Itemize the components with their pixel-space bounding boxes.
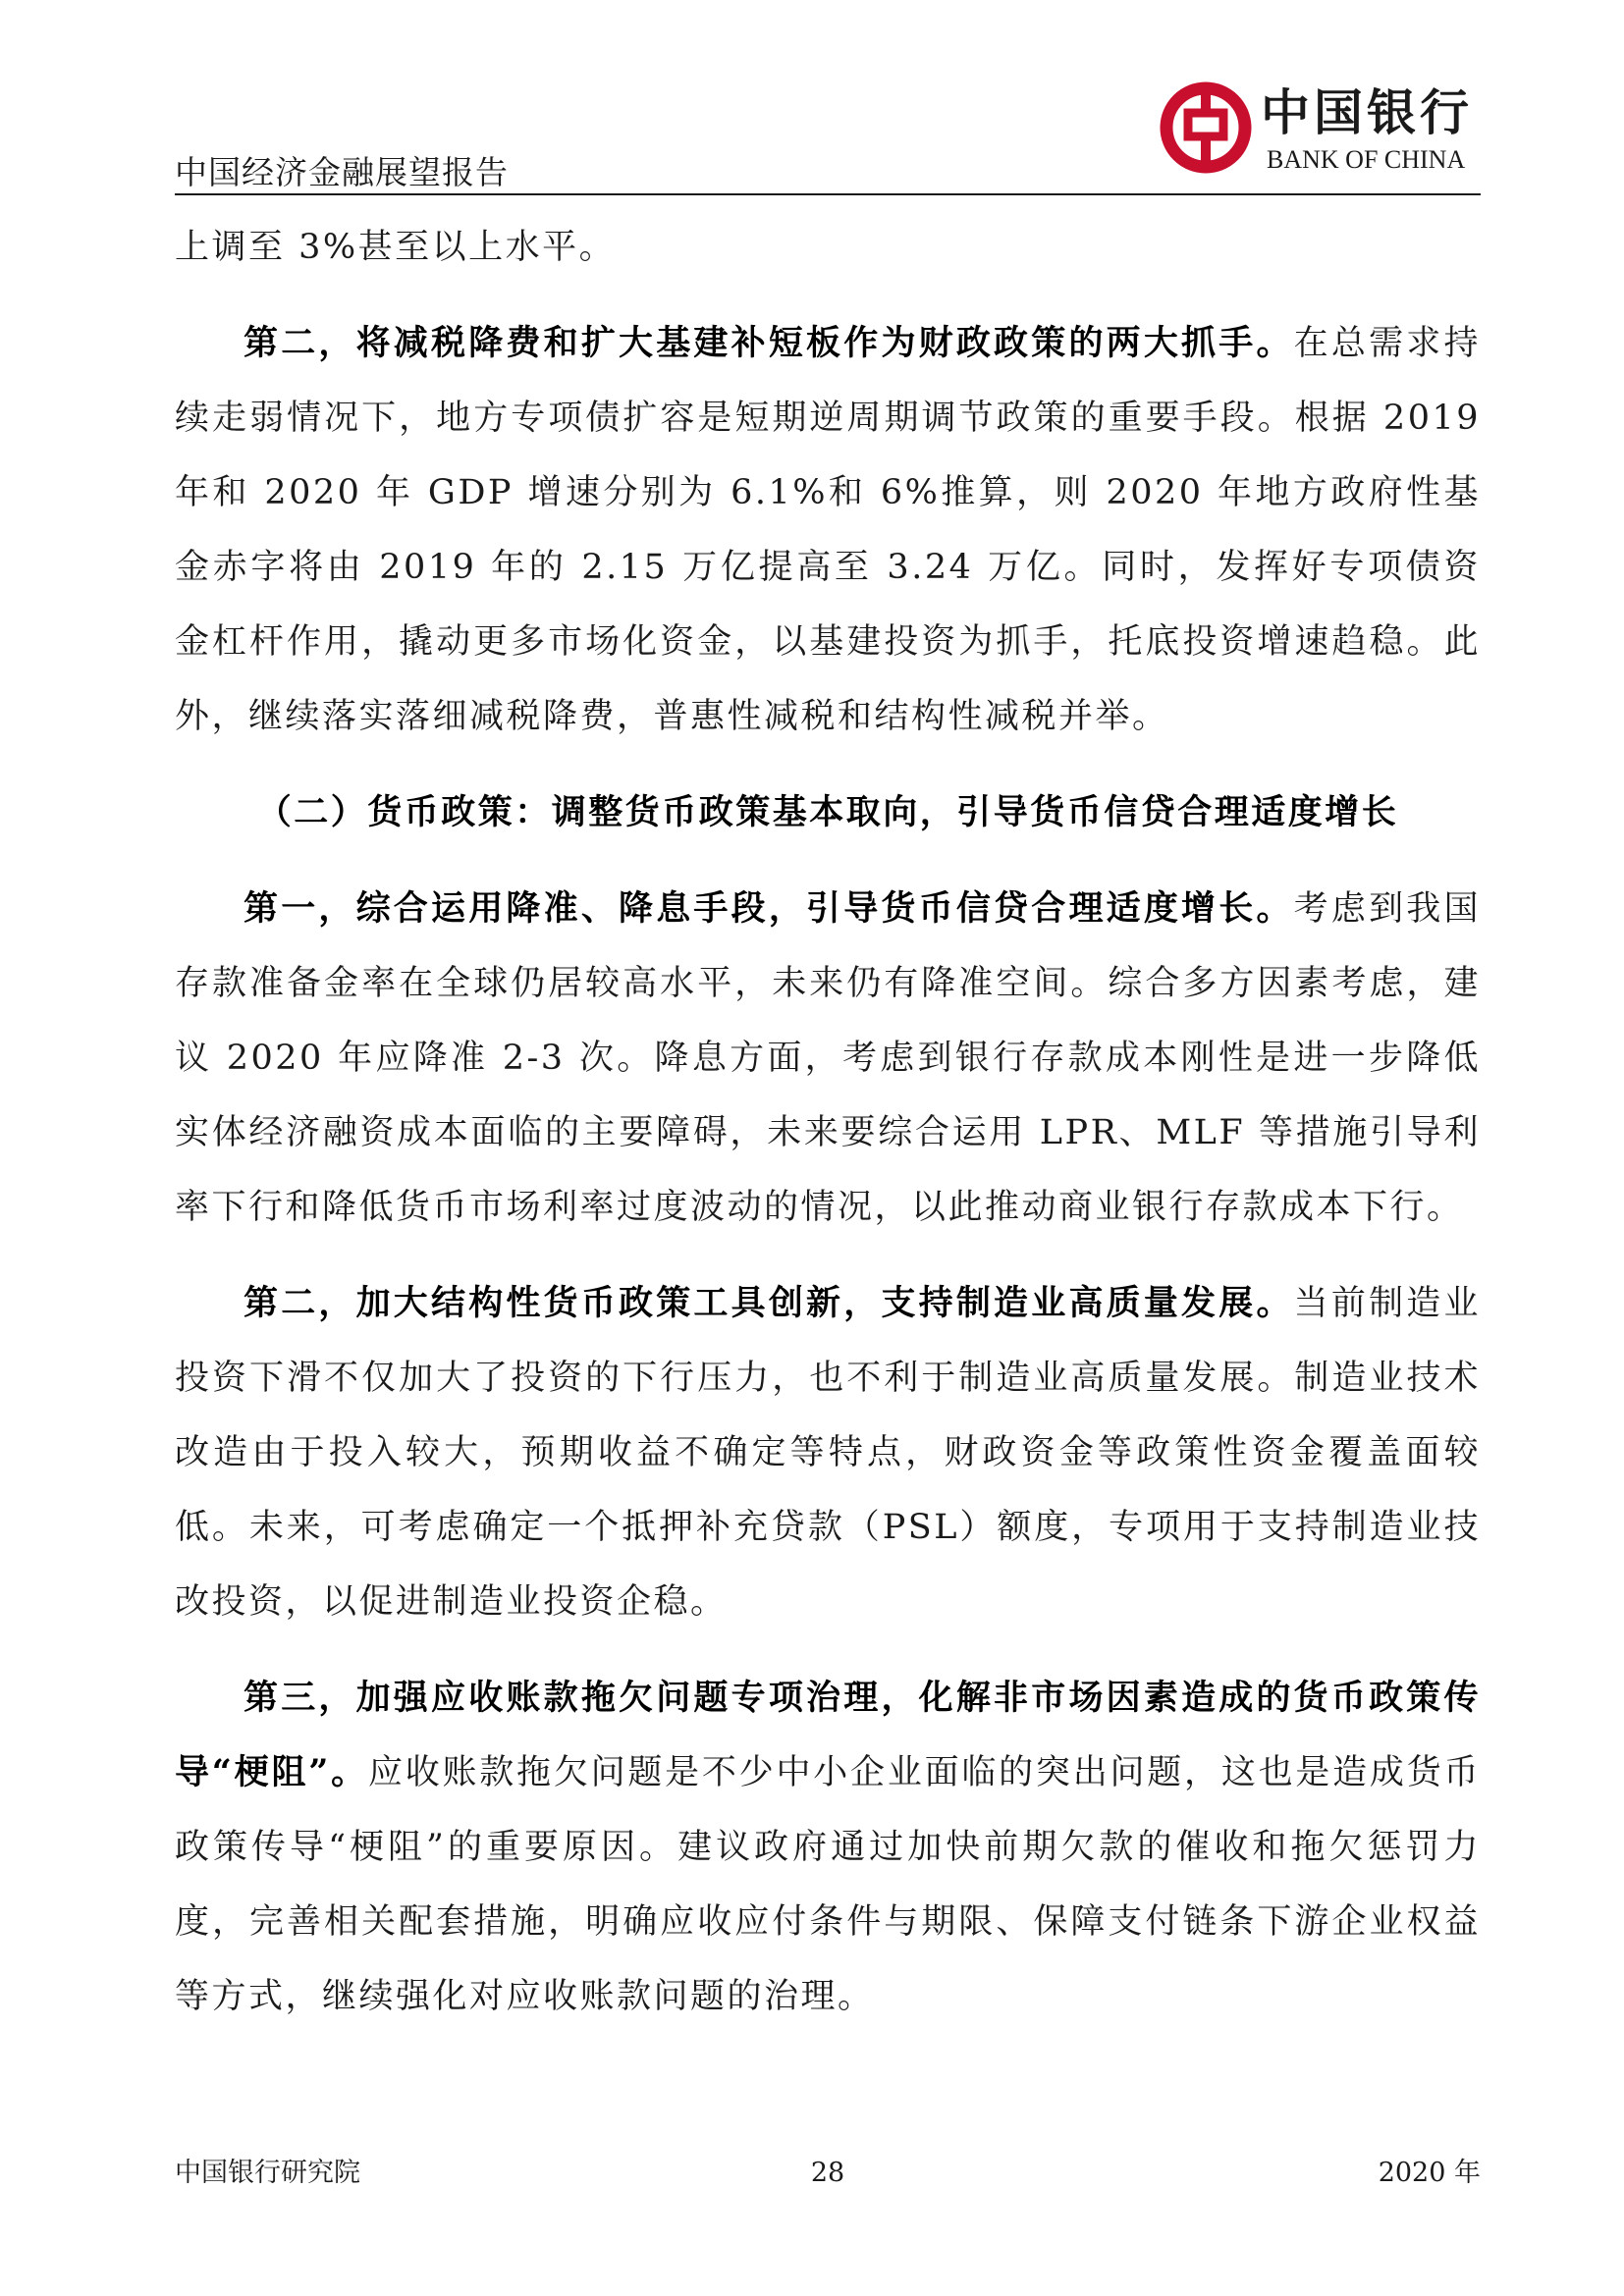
paragraph-lead: 第一，综合运用降准、降息手段，引导货币信贷合理适度增长。 [244, 888, 1294, 929]
paragraph-text: 在总需求持续走弱情况下，地方专项债扩容是短期逆周期调节政策的重要手段。根据 2019 年和 2020 年 GDP 增速分别为 6.1%和 6%推算，则 2020 年地方政府性基金赤字将由 2019 年的 2.15 万亿提高至 3.24 万亿。同时，发挥好专项债资金杠杆作用，撬动更多市场化资金，以基建投资为抓手，托底投资增速趋稳。此外，继续落实落细减税降费，普惠性减税和结构性减税并举。 [175, 324, 1481, 736]
logo-english-name: BANK OF CHINA [1267, 145, 1466, 174]
paragraph-text: 上调至 3%甚至以上水平。 [175, 228, 617, 267]
footer-institution: 中国银行研究院 [175, 2158, 360, 2188]
section-heading: （二）货币政策：调整货币政策基本取向，引导货币信贷合理适度增长 [256, 792, 1399, 832]
bank-logo [1159, 80, 1483, 179]
paragraph-monetary-second [175, 1266, 1481, 1639]
bank-of-china-emblem-icon [1159, 80, 1253, 175]
paragraph-text: 当前制造业投资下滑不仅加大了投资的下行压力，也不利于制造业高质量发展。制造业技术改造由于投入较大，预期收益不确定等特点，财政资金等政策性资金覆盖面较低。未来，可考虑确定一个抵押补充贷款（PSL）额度，专项用于支持制造业技改投资，以促进制造业投资企稳。 [175, 1284, 1481, 1622]
paragraph-continuation [175, 210, 1481, 285]
page-header [0, 0, 1624, 196]
paragraph-text: 考虑到我国存款准备金率在全球仍居较高水平，未来仍有降准空间。综合多方因素考虑，建议 2020 年应降准 2-3 次。降息方面，考虑到银行存款成本刚性是进一步降低实体经济融资成本面临的主要障碍，未来要综合运用 LPR、MLF 等措施引导利率下行和降低货币市场利率过度波动的情况，以此推动商业银行存款成本下行。 [175, 889, 1481, 1227]
footer-year: 2020 年 [1378, 2158, 1481, 2188]
page-number: 28 [810, 2158, 845, 2188]
paragraph-monetary-first [175, 872, 1481, 1245]
paragraph-text: 应收账款拖欠问题是不少中小企业面临的突出问题，这也是造成货币政策传导“梗阻”的重要原因。建议政府通过加快前期欠款的催收和拖欠惩罚力度，完善相关配套措施，明确应收应付条件与期限、保障支付链条下游企业权益等方式，继续强化对应收账款问题的治理。 [175, 1753, 1481, 2016]
paragraph-lead: 第二，加大结构性货币政策工具创新，支持制造业高质量发展。 [244, 1283, 1294, 1323]
logo-chinese-name: 中国银行 [1261, 83, 1473, 141]
paragraph-fiscal-second [175, 306, 1481, 754]
paragraph-lead: 第三，加强应收账款拖欠问题专项治理，化解非市场因素造成的货币政策传导“梗阻”。 [175, 1678, 1481, 1792]
paragraph-monetary-third [175, 1661, 1481, 2034]
report-title: 中国经济金融展望报告 [175, 153, 509, 191]
report-body [175, 210, 1481, 2056]
header-rule [175, 193, 1481, 195]
paragraph-lead: 第二，将减税降费和扩大基建补短板作为财政政策的两大抓手。 [244, 323, 1294, 363]
page-footer [175, 2156, 1481, 2195]
